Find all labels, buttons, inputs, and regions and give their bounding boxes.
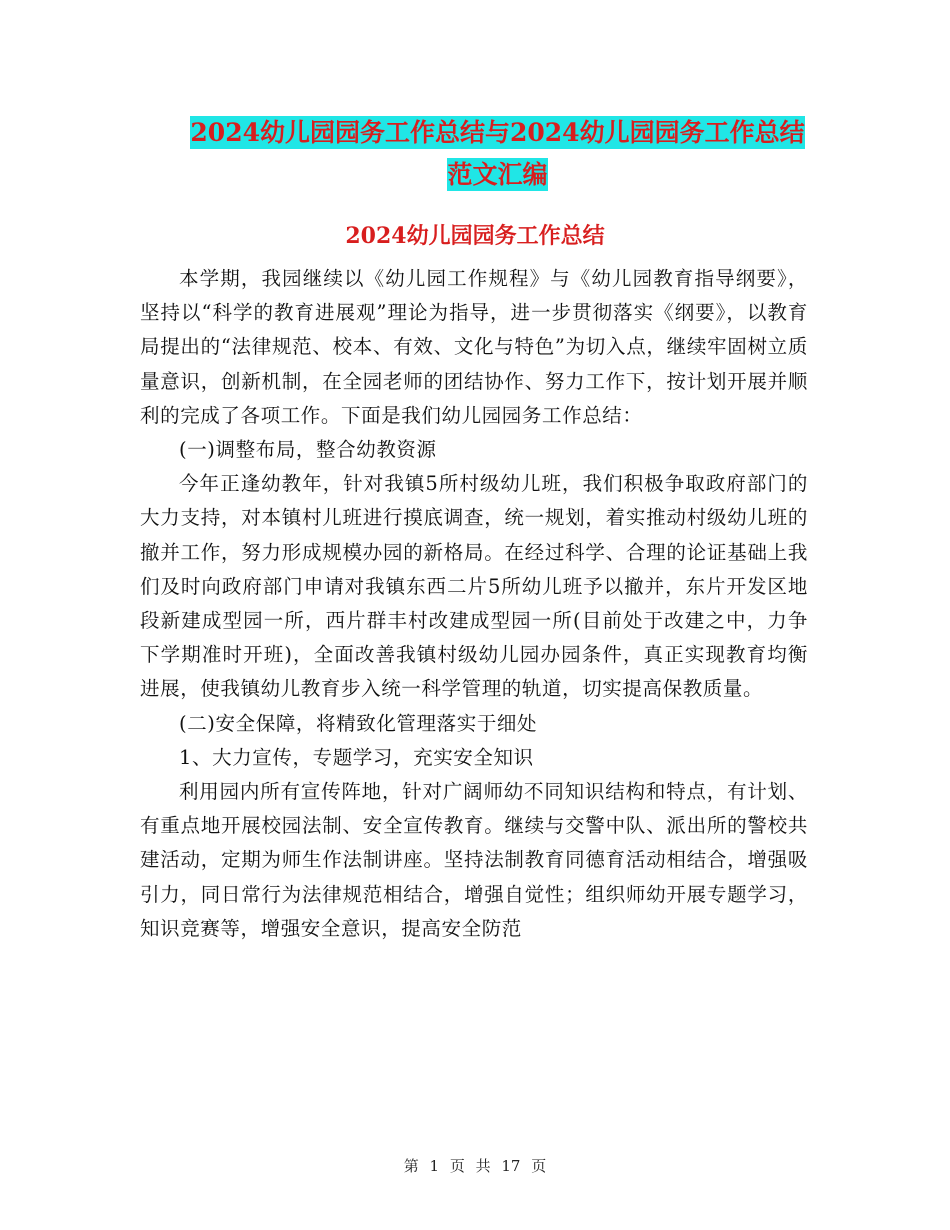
heading-adjust-layout: (一)调整布局，整合幼教资源 — [179, 438, 437, 462]
section-title: 2024幼儿园园务工作总结 — [345, 223, 605, 249]
paragraph-intro: 本学期，我园继续以《幼儿园工作规程》与《幼儿园教育指导纲要》，坚持以“科学的教育进展观”理论为指导，进一步贯彻落实《纲要》，以教育局提出的“法律规范、校本、有效、文化与特色”为切入点，继续牢固树立质量意识，创新机制，在全园老师的团结协作、努力工作下，按计划开展并顺利的完成了各项工作。下面是我们幼儿园园务工作总结： — [140, 267, 808, 427]
document-title-line1: 2024幼儿园园务工作总结与2024幼儿园园务工作总结 — [190, 118, 805, 147]
document-body — [140, 262, 808, 946]
paragraph-publicity: 利用园内所有宣传阵地，针对广阔师幼不同知识结构和特点，有计划、有重点地开展校园法制、安全宣传教育。继续与交警中队、派出所的警校共建活动，定期为师生作法制讲座。坚持法制教育同德育活动相结合，增强吸引力，同日常行为法律规范相结合，增强自觉性；组织师幼开展专题学习，知识竞赛等，增强安全意识，提高安全防范 — [140, 780, 808, 940]
page-number-footer: 第 1 页 共 17 页 — [403, 1157, 547, 1175]
document-title — [140, 112, 855, 196]
paragraph-adjust-layout: 今年正逢幼教年，针对我镇5所村级幼儿班，我们积极争取政府部门的大力支持，对本镇村儿班进行摸底调查，统一规划，着实推动村级幼儿班的撤并工作，努力形成规模办园的新格局。在经过科学、合理的论证基础上我们及时向政府部门申请对我镇东西二片5所幼儿班予以撤并，东片开发区地段新建成型园一所，西片群丰村改建成型园一所(目前处于改建之中，力争下学期准时开班)，全面改善我镇村级幼儿园办园条件，真正实现教育均衡进展，使我镇幼儿教育步入统一科学管理的轨道，切实提高保教质量。 — [140, 472, 808, 701]
heading-safety: (二)安全保障，将精致化管理落实于细处 — [179, 711, 538, 735]
subheading-publicity: 1、大力宣传，专题学习，充实安全知识 — [179, 745, 534, 769]
document-title-line2: 范文汇编 — [447, 160, 548, 189]
